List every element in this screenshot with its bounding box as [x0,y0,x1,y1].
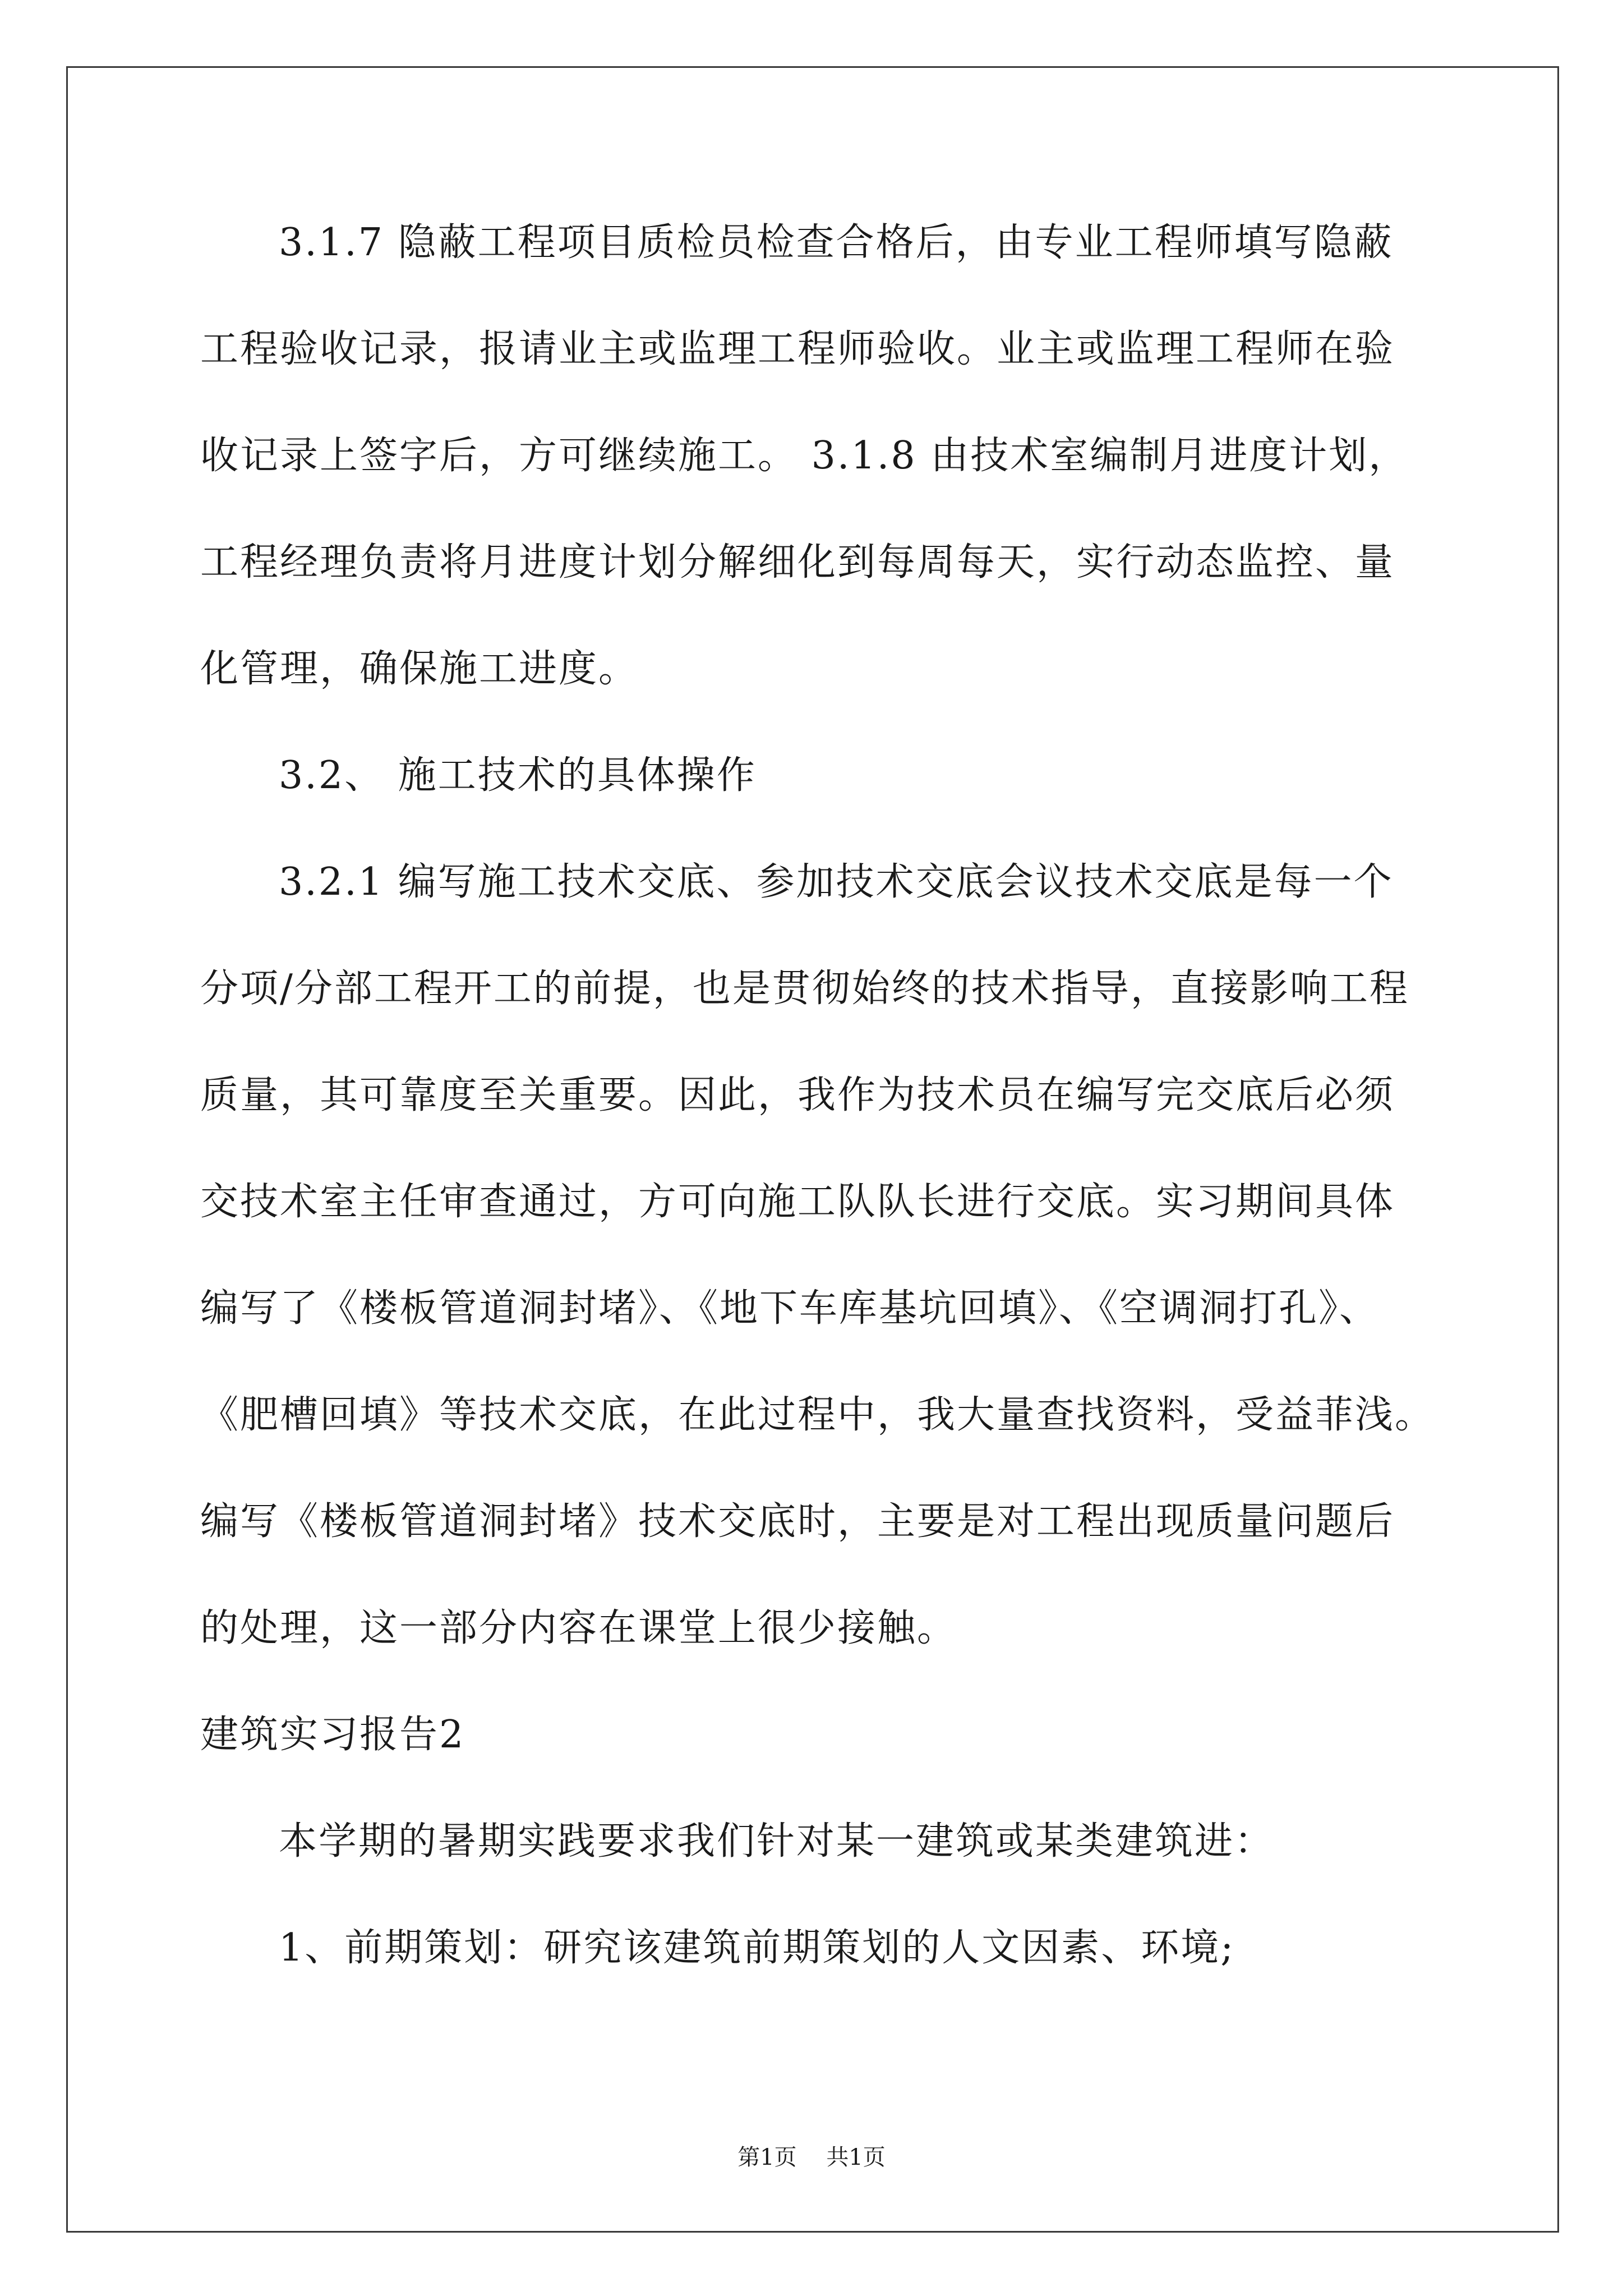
paragraph-3-1-7-line-1: 3.1.7 隐蔽工程项目质检员检查合格后，由专业工程师填写隐蔽 [279,220,1394,265]
paragraph-3-1-8-line-1: 工程经理负责将月进度计划分解细化到每周每天，实行动态监控、量 [200,540,1395,585]
paragraph-3-2-1-line-2: 分项/分部工程开工的前提，也是贯彻始终的技术指导，直接影响工程 [200,967,1409,1011]
page-footer [0,2142,1623,2173]
report-item-1: 1、前期策划：研究该建筑前期策划的人文因素、环境; [279,1926,1235,1970]
paragraph-3-2-1-line-1: 3.2.1 编写施工技术交底、参加技术交底会议技术交底是每一个 [279,860,1394,904]
paragraph-3-2-1-line-7: 编写《楼板管道洞封堵》技术交底时，主要是对工程出现质量问题后 [200,1499,1395,1544]
report-title: 建筑实习报告2 [200,1713,465,1757]
paragraph-3-1-7-line-2: 工程验收记录，报请业主或监理工程师验收。业主或监理工程师在验 [200,327,1395,371]
section-heading-3-2: 3.2、 施工技术的具体操作 [279,753,757,798]
paragraph-3-2-1-line-6: 《肥槽回填》等技术交底，在此过程中，我大量查找资料，受益菲浅。 [200,1393,1435,1437]
report-intro: 本学期的暑期实践要求我们针对某一建筑或某类建筑进： [279,1819,1275,1864]
paragraph-3-2-1-line-4: 交技术室主任审查通过，方可向施工队队长进行交底。实习期间具体 [200,1180,1395,1224]
paragraph-3-1-8-line-2: 化管理，确保施工进度。 [200,647,639,691]
paragraph-3-2-1-line-5: 编写了《楼板管道洞封堵》、《地下车库基坑回填》、《空调洞打孔》、 [200,1286,1380,1331]
page-border [66,66,1559,2233]
paragraph-3-2-1-line-8: 的处理，这一部分内容在课堂上很少接触。 [200,1606,957,1650]
total-pages: 共1页 [826,2145,886,2170]
page-number: 第1页 [737,2145,797,2170]
paragraph-3-2-1-line-3: 质量，其可靠度至关重要。因此，我作为技术员在编写完交底后必须 [200,1073,1395,1117]
paragraph-3-1-7-line-3: 收记录上签字后，方可继续施工。 3.1.8 由技术室编制月进度计划， [200,434,1409,478]
